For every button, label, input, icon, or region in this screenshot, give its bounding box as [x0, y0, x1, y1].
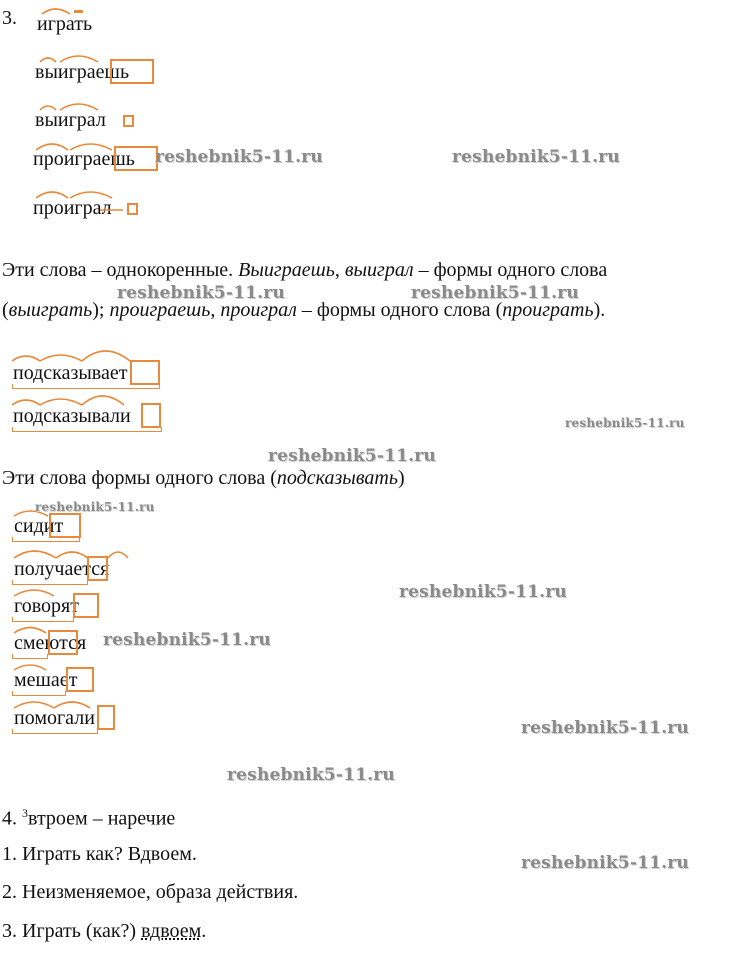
watermark: reshebnik5-11.ru [155, 147, 323, 167]
word-govoryat: говорят [14, 595, 79, 617]
base-underline-podskazyvali [12, 427, 162, 432]
word-vyigraesh: выиграешь [35, 61, 130, 83]
watermark: reshebnik5-11.ru [565, 416, 685, 430]
ending-box-podskazyvaet [130, 360, 160, 385]
task-4-item-3: 3. Играть (как?) вдвоем. [2, 920, 207, 942]
base-underline-smeyutsya [12, 654, 48, 659]
ending-box-meshaet [66, 667, 94, 692]
ending-box-smeyutsya [48, 630, 78, 655]
watermark: reshebnik5-11.ru [452, 147, 620, 167]
task-3-number: 3. [2, 7, 17, 29]
word-meshaet: мешает [14, 669, 78, 691]
word-sidit: сидит [14, 515, 64, 537]
watermark: reshebnik5-11.ru [399, 582, 567, 602]
watermark: reshebnik5-11.ru [117, 283, 285, 303]
ending-box-podskazyvali [141, 403, 161, 428]
watermark: reshebnik5-11.ru [521, 853, 689, 873]
base-underline-podskazyvaet [12, 384, 160, 389]
task-4-item-2: 2. Неизменяемое, образа действия. [2, 881, 299, 903]
word-podskazyvali: подсказывали [13, 405, 131, 427]
ending-null-vyigral [123, 115, 134, 127]
word-smeyutsya: смеются [14, 632, 87, 654]
watermark: reshebnik5-11.ru [227, 765, 395, 785]
watermark: reshebnik5-11.ru [35, 500, 155, 514]
ending-box-vyigraesh [110, 59, 154, 84]
word-igrat: играть [37, 13, 93, 35]
word-proigraesh: проиграешь [33, 148, 135, 170]
task-4-item-1: 1. Играть как? Вдвоем. [2, 843, 197, 865]
base-underline-poluchaetsya [12, 580, 88, 585]
ending-null-proigral [127, 203, 138, 215]
word-podskazyvaet: подсказывает [13, 362, 128, 384]
watermark: reshebnik5-11.ru [521, 718, 689, 738]
watermark: reshebnik5-11.ru [411, 283, 579, 303]
ending-box-pomogali [97, 705, 115, 730]
ending-box-proigraesh [114, 146, 158, 171]
base-underline-pomogali [12, 729, 98, 734]
ending-box-poluchaetsya [87, 556, 108, 581]
watermark: reshebnik5-11.ru [103, 630, 271, 650]
watermark: reshebnik5-11.ru [268, 446, 436, 466]
base-underline-govoryat [12, 617, 74, 622]
word-pomogali: помогали [14, 707, 95, 729]
word-proigral: проиграл [33, 197, 112, 219]
ending-box-govoryat [73, 593, 99, 618]
paragraph-1-line-1: Эти слова – однокоренные. Выиграешь, выиграл – формы одного слова [2, 259, 608, 281]
paragraph-2: Эти слова формы одного слова (подсказывать) [2, 467, 405, 489]
word-poluchaetsya: получается [14, 558, 110, 580]
task-4-heading: 4. $^3$втроем – наречие [2, 806, 176, 830]
base-underline-meshaet [12, 691, 66, 696]
base-underline-sidit [12, 537, 80, 542]
ending-box-sidit [49, 513, 81, 538]
word-vyigral: выиграл [35, 109, 106, 131]
paragraph-1-line-2: (выиграть); проиграешь, проиграл – формы одного слова (проиграть). [2, 299, 606, 321]
morpheme-marks-group3 [0, 500, 740, 720]
